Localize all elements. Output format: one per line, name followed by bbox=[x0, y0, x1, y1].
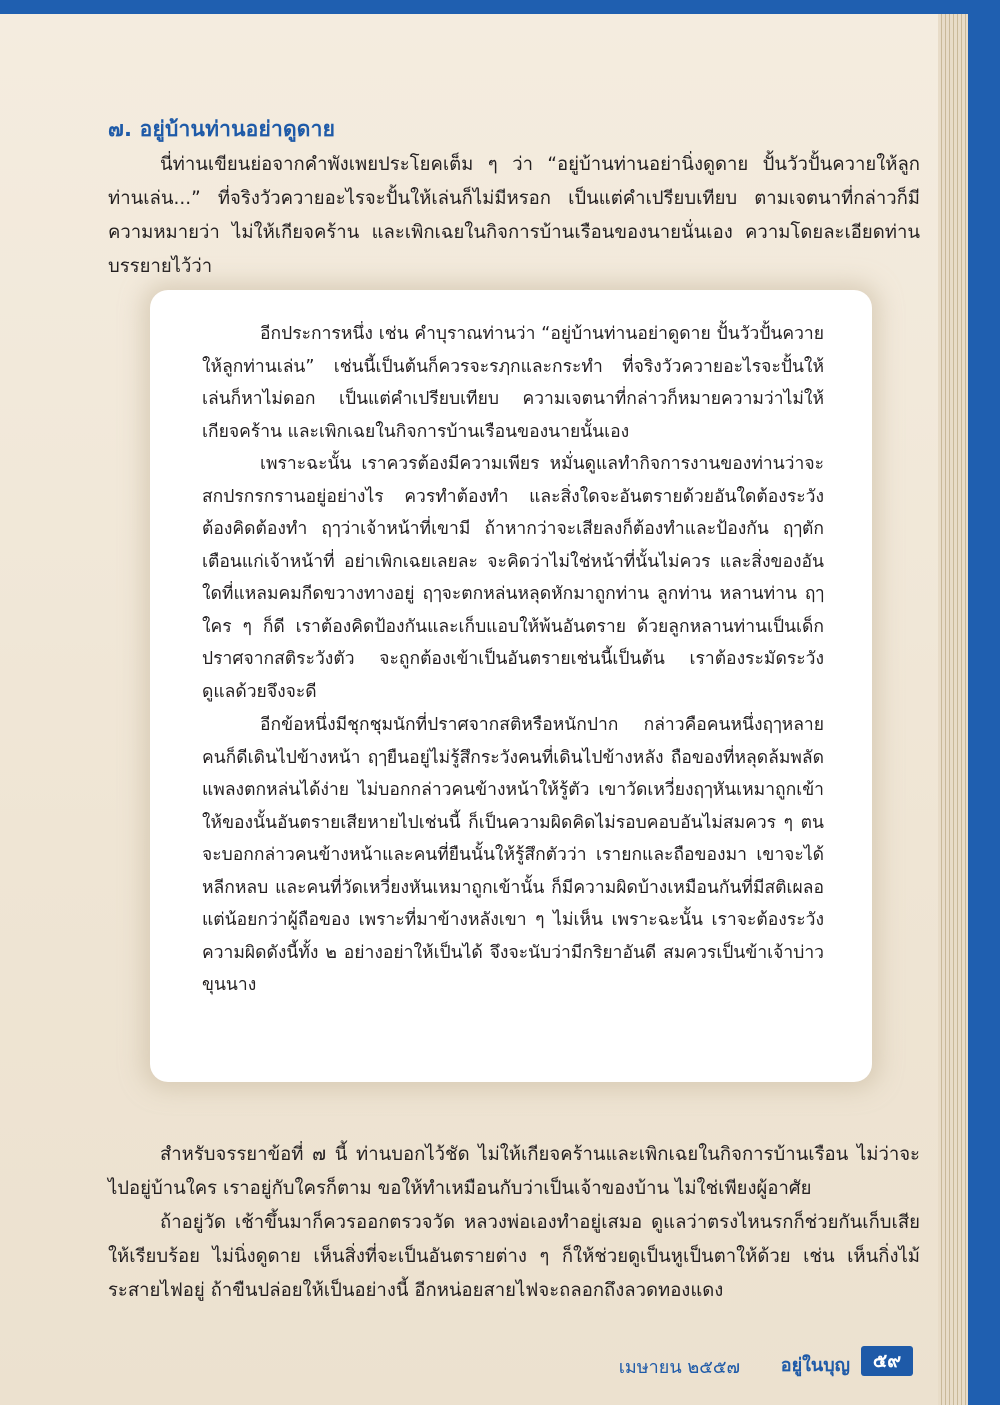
body-paragraph bbox=[108, 1138, 920, 1206]
body-text: สำหรับจรรยาข้อที่ ๗ นี้ ท่านบอกไว้ชัด ไม่ให้เกียจคร้านและเพิกเฉยในกิจการบ้านเรือน ไม่ว่าจะไปอยู่บ้านใคร เราอยู่กับใครก็ตาม ขอให้ทำเหมือนกับว่าเป็นเจ้าของบ้าน ไม่ใช่เพียงผู้อาศัย bbox=[108, 1144, 920, 1199]
section-heading: ๗. อยู่บ้านท่านอย่าดูดาย bbox=[108, 117, 336, 141]
quote-text: เพราะฉะนั้น เราควรต้องมีความเพียร หมั่นดูแลทำกิจการงานของท่านว่าจะสกปรกรกรานอยู่อย่างไร ควรทำต้องทำ และสิ่งใดจะอันตรายด้วยอันใดต้องระวังต้องคิดต้องทำ ฤๅว่าเจ้าหน้าที่เขามี ถ้าหากว่าจะเสียลงก็ต้องทำและป้องกัน ฤๅตักเตือนแก่เจ้าหน้าที่ อย่าเพิกเฉยเลยละ จะคิดว่าไม่ใช่หน้าที่นั้นไม่ควร และสิ่งของอันใดที่แหลมคมกีดขวางทางอยู่ ฤๅจะตกหล่นหลุดหักมาถูกท่าน ลูกท่าน หลานท่าน ฤๅใคร ๆ ก็ดี เราต้องคิดป้องกันและเก็บแอบให้พ้นอันตราย ด้วยลูกหลานท่านเป็นเด็ก ปราศจากสติระวังตัว จะถูกต้องเข้าเป็นอันตรายเช่นนี้เป็นต้น เราต้องระมัดระวัง ดูแลด้วยจึงจะดี bbox=[202, 454, 824, 702]
body-text: ถ้าอยู่วัด เช้าขึ้นมาก็ควรออกตรวจวัด หลวงพ่อเองทำอยู่เสมอ ดูแลว่าตรงไหนรกก็ช่วยกันเก็บเสียให้เรียบร้อย ไม่นิ่งดูดาย เห็นสิ่งที่จะเป็นอันตรายต่าง ๆ ก็ให้ช่วยดูเป็นหูเป็นตาให้ด้วย เช่น เห็นกิ่งไม้ระสายไฟอยู่ ถ้าขืนปล่อยให้เป็นอย่างนี้ อีกหน่อยสายไฟจะถลอกถึงลวดทองแดง bbox=[108, 1212, 920, 1301]
top-blue-strip bbox=[0, 0, 1000, 14]
intro-text: นี่ท่านเขียนย่อจากคำพังเพยประโยคเต็ม ๆ ว่า “อยู่บ้านท่านอย่านิ่งดูดาย ปั้นวัวปั้นควายให้ลูกท่านเล่น...” ที่จริงวัวควายอะไรจะปั้นให้เล่นก็ไม่มีหรอก เป็นแต่คำเปรียบเทียบ ตามเจตนาที่กล่าวก็มีความหมายว่า ไม่ให้เกียจคร้าน และเพิกเฉยในกิจการบ้านเรือนของนายนั่นเอง ความโดยละเอียดท่านบรรยายไว้ว่า bbox=[108, 154, 920, 277]
footer-magazine-name: อยู่ในบุญ bbox=[780, 1355, 850, 1376]
page-footer bbox=[0, 1346, 1000, 1386]
right-blue-border bbox=[968, 0, 1000, 1405]
quote-text: อีกประการหนึ่ง เช่น คำบุราณท่านว่า “อยู่บ้านท่านอย่าดูดาย ปั้นวัวปั้นควายให้ลูกท่านเล่น” เช่นนี้เป็นต้นก็ควรจะรฦกและกระทำ ที่จริงวัวควายอะไรจะปั้นให้เล่นก็หาไม่ดอก เป็นแต่คำเปรียบเทียบ ความเจตนาที่กล่าวก็หมายความว่าไม่ให้เกียจคร้าน และเพิกเฉยในกิจการบ้านเรือนของนายนั้นเอง bbox=[202, 324, 824, 442]
quote-paragraph bbox=[202, 448, 824, 708]
quote-paragraph bbox=[202, 318, 824, 448]
quote-paragraph bbox=[202, 709, 824, 1002]
page-number: ๕๙ bbox=[861, 1346, 913, 1376]
quote-text: อีกข้อหนึ่งมีชุกชุมนักที่ปราศจากสติหรือหนักปาก กล่าวคือคนหนึ่งฤๅหลายคนก็ดีเดินไปข้างหน้า ฤๅยืนอยู่ไม่รู้สึกระวังคนที่เดินไปข้างหลัง ถือของที่หลุดล้มพลัดแพลงตกหล่นได้ง่าย ไม่บอกกล่าวคนข้างหน้าให้รู้ตัว เขาวัดเหวี่ยงฤๅหันเหมาถูกเข้าให้ของนั้นอันตรายเสียหายไปเช่นนี้ ก็เป็นความผิดคิดไม่รอบคอบอันไม่สมควร ๆ ตนจะบอกกล่าวคนข้างหน้าและคนที่ยืนนั้นให้รู้สึกตัวว่า เรายกและถือของมา เขาจะได้หลีกหลบ และคนที่วัดเหวี่ยงหันเหมาถูกเข้านั้น ก็มีความผิดบ้างเหมือนกันที่มีสติเผลอ แต่น้อยกว่าผู้ถือของ เพราะที่มาข้างหลังเขา ๆ ไม่เห็น เพราะฉะนั้น เราจะต้องระวังความผิดดังนี้ทั้ง ๒ อย่างอย่าให้เป็นได้ จึงจะนับว่ามีกริยาอันดี สมควรเป็นข้าเจ้าบ่าวขุนนาง bbox=[202, 715, 824, 995]
intro-paragraph bbox=[108, 148, 920, 284]
body-paragraph bbox=[108, 1206, 920, 1308]
footer-date: เมษายน ๒๕๕๗ bbox=[618, 1357, 740, 1378]
book-page-edges bbox=[938, 14, 972, 1405]
